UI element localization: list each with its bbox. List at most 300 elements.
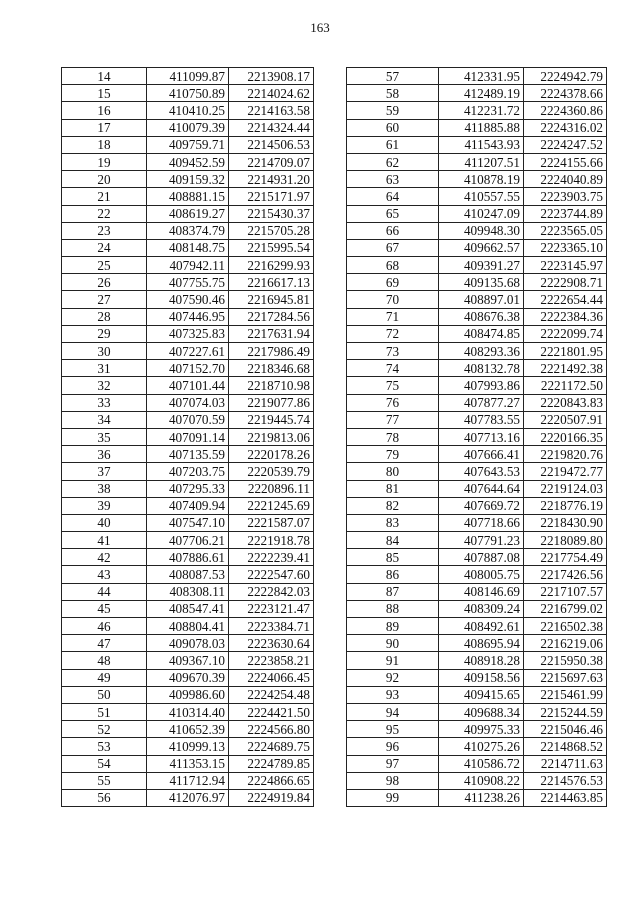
point-number-cell: 72 xyxy=(347,325,439,342)
x-coordinate-cell: 409078.03 xyxy=(147,635,229,652)
point-number-cell: 69 xyxy=(347,274,439,291)
point-number-cell: 36 xyxy=(62,446,147,463)
point-number-cell: 90 xyxy=(347,635,439,652)
y-coordinate-cell: 2217754.49 xyxy=(524,549,607,566)
y-coordinate-cell: 2220166.35 xyxy=(524,428,607,445)
x-coordinate-cell: 408293.36 xyxy=(439,343,524,360)
point-number-cell: 27 xyxy=(62,291,147,308)
table-row xyxy=(62,532,314,549)
y-coordinate-cell: 2224789.85 xyxy=(229,755,314,772)
x-coordinate-cell: 408695.94 xyxy=(439,635,524,652)
y-coordinate-cell: 2220178.26 xyxy=(229,446,314,463)
y-coordinate-cell: 2214324.44 xyxy=(229,119,314,136)
table-row xyxy=(347,583,607,600)
table-row xyxy=(347,738,607,755)
y-coordinate-cell: 2215995.54 xyxy=(229,239,314,256)
table-row xyxy=(62,205,314,222)
y-coordinate-cell: 2222384.36 xyxy=(524,308,607,325)
point-number-cell: 43 xyxy=(62,566,147,583)
point-number-cell: 95 xyxy=(347,721,439,738)
x-coordinate-cell: 409688.34 xyxy=(439,703,524,720)
point-number-cell: 38 xyxy=(62,480,147,497)
x-coordinate-cell: 408374.79 xyxy=(147,222,229,239)
x-coordinate-cell: 411712.94 xyxy=(147,772,229,789)
y-coordinate-cell: 2221801.95 xyxy=(524,343,607,360)
point-number-cell: 30 xyxy=(62,343,147,360)
y-coordinate-cell: 2220843.83 xyxy=(524,394,607,411)
point-number-cell: 15 xyxy=(62,85,147,102)
point-number-cell: 35 xyxy=(62,428,147,445)
table-row xyxy=(62,480,314,497)
y-coordinate-cell: 2216502.38 xyxy=(524,618,607,635)
point-number-cell: 67 xyxy=(347,239,439,256)
x-coordinate-cell: 412231.72 xyxy=(439,102,524,119)
x-coordinate-cell: 410999.13 xyxy=(147,738,229,755)
y-coordinate-cell: 2224919.84 xyxy=(229,789,314,806)
point-number-cell: 49 xyxy=(62,669,147,686)
y-coordinate-cell: 2224421.50 xyxy=(229,703,314,720)
x-coordinate-cell: 409367.10 xyxy=(147,652,229,669)
table-row xyxy=(347,686,607,703)
x-coordinate-cell: 407993.86 xyxy=(439,377,524,394)
point-number-cell: 31 xyxy=(62,360,147,377)
table-row xyxy=(62,497,314,514)
point-number-cell: 89 xyxy=(347,618,439,635)
y-coordinate-cell: 2215046.46 xyxy=(524,721,607,738)
x-coordinate-cell: 409975.33 xyxy=(439,721,524,738)
y-coordinate-cell: 2223384.71 xyxy=(229,618,314,635)
y-coordinate-cell: 2224066.45 xyxy=(229,669,314,686)
x-coordinate-cell: 411543.93 xyxy=(439,136,524,153)
y-coordinate-cell: 2222908.71 xyxy=(524,274,607,291)
table-row xyxy=(347,136,607,153)
x-coordinate-cell: 407791.23 xyxy=(439,532,524,549)
point-number-cell: 53 xyxy=(62,738,147,755)
table-row xyxy=(62,68,314,85)
point-number-cell: 37 xyxy=(62,463,147,480)
point-number-cell: 59 xyxy=(347,102,439,119)
table-row xyxy=(62,171,314,188)
table-row xyxy=(347,549,607,566)
y-coordinate-cell: 2218346.68 xyxy=(229,360,314,377)
table-row xyxy=(62,291,314,308)
x-coordinate-cell: 408547.41 xyxy=(147,600,229,617)
y-coordinate-cell: 2216945.81 xyxy=(229,291,314,308)
y-coordinate-cell: 2218089.80 xyxy=(524,532,607,549)
y-coordinate-cell: 2219124.03 xyxy=(524,480,607,497)
y-coordinate-cell: 2214868.52 xyxy=(524,738,607,755)
y-coordinate-cell: 2224360.86 xyxy=(524,102,607,119)
point-number-cell: 99 xyxy=(347,789,439,806)
table-row xyxy=(347,239,607,256)
table-row xyxy=(62,360,314,377)
point-number-cell: 29 xyxy=(62,325,147,342)
y-coordinate-cell: 2224247.52 xyxy=(524,136,607,153)
table-row xyxy=(62,755,314,772)
x-coordinate-cell: 407070.59 xyxy=(147,411,229,428)
point-number-cell: 34 xyxy=(62,411,147,428)
x-coordinate-cell: 408148.75 xyxy=(147,239,229,256)
y-coordinate-cell: 2224316.02 xyxy=(524,119,607,136)
x-coordinate-cell: 411885.88 xyxy=(439,119,524,136)
x-coordinate-cell: 409948.30 xyxy=(439,222,524,239)
x-coordinate-cell: 407446.95 xyxy=(147,308,229,325)
x-coordinate-cell: 407666.41 xyxy=(439,446,524,463)
x-coordinate-cell: 411353.15 xyxy=(147,755,229,772)
point-number-cell: 52 xyxy=(62,721,147,738)
y-coordinate-cell: 2220507.91 xyxy=(524,411,607,428)
x-coordinate-cell: 410878.19 xyxy=(439,171,524,188)
y-coordinate-cell: 2214576.53 xyxy=(524,772,607,789)
point-number-cell: 21 xyxy=(62,188,147,205)
table-row xyxy=(62,600,314,617)
x-coordinate-cell: 407783.55 xyxy=(439,411,524,428)
point-number-cell: 73 xyxy=(347,343,439,360)
point-number-cell: 82 xyxy=(347,497,439,514)
y-coordinate-cell: 2214931.20 xyxy=(229,171,314,188)
y-coordinate-cell: 2224254.48 xyxy=(229,686,314,703)
x-coordinate-cell: 407295.33 xyxy=(147,480,229,497)
x-coordinate-cell: 407074.03 xyxy=(147,394,229,411)
table-row xyxy=(347,635,607,652)
coordinates-table-right xyxy=(346,67,607,807)
table-row xyxy=(62,119,314,136)
x-coordinate-cell: 407713.16 xyxy=(439,428,524,445)
point-number-cell: 76 xyxy=(347,394,439,411)
y-coordinate-cell: 2214024.62 xyxy=(229,85,314,102)
y-coordinate-cell: 2222842.03 xyxy=(229,583,314,600)
y-coordinate-cell: 2223744.89 xyxy=(524,205,607,222)
point-number-cell: 19 xyxy=(62,153,147,170)
y-coordinate-cell: 2219820.76 xyxy=(524,446,607,463)
point-number-cell: 51 xyxy=(62,703,147,720)
table-row xyxy=(62,239,314,256)
point-number-cell: 25 xyxy=(62,257,147,274)
x-coordinate-cell: 410652.39 xyxy=(147,721,229,738)
x-coordinate-cell: 407101.44 xyxy=(147,377,229,394)
table-row xyxy=(347,772,607,789)
point-number-cell: 32 xyxy=(62,377,147,394)
point-number-cell: 83 xyxy=(347,514,439,531)
point-number-cell: 79 xyxy=(347,446,439,463)
x-coordinate-cell: 409159.32 xyxy=(147,171,229,188)
table-row xyxy=(347,721,607,738)
table-row xyxy=(347,394,607,411)
y-coordinate-cell: 2216799.02 xyxy=(524,600,607,617)
x-coordinate-cell: 407942.11 xyxy=(147,257,229,274)
point-number-cell: 77 xyxy=(347,411,439,428)
y-coordinate-cell: 2215461.99 xyxy=(524,686,607,703)
x-coordinate-cell: 411207.51 xyxy=(439,153,524,170)
x-coordinate-cell: 410586.72 xyxy=(439,755,524,772)
point-number-cell: 60 xyxy=(347,119,439,136)
y-coordinate-cell: 2221492.38 xyxy=(524,360,607,377)
table-row xyxy=(347,514,607,531)
point-number-cell: 75 xyxy=(347,377,439,394)
table-row xyxy=(347,188,607,205)
table-row xyxy=(62,738,314,755)
table-row xyxy=(62,514,314,531)
point-number-cell: 84 xyxy=(347,532,439,549)
table-row xyxy=(62,669,314,686)
x-coordinate-cell: 407091.14 xyxy=(147,428,229,445)
y-coordinate-cell: 2221172.50 xyxy=(524,377,607,394)
y-coordinate-cell: 2224942.79 xyxy=(524,68,607,85)
x-coordinate-cell: 408474.85 xyxy=(439,325,524,342)
x-coordinate-cell: 408881.15 xyxy=(147,188,229,205)
y-coordinate-cell: 2223565.05 xyxy=(524,222,607,239)
x-coordinate-cell: 407706.21 xyxy=(147,532,229,549)
x-coordinate-cell: 410557.55 xyxy=(439,188,524,205)
x-coordinate-cell: 410314.40 xyxy=(147,703,229,720)
x-coordinate-cell: 407152.70 xyxy=(147,360,229,377)
x-coordinate-cell: 409415.65 xyxy=(439,686,524,703)
y-coordinate-cell: 2213908.17 xyxy=(229,68,314,85)
y-coordinate-cell: 2215950.38 xyxy=(524,652,607,669)
point-number-cell: 78 xyxy=(347,428,439,445)
x-coordinate-cell: 409135.68 xyxy=(439,274,524,291)
x-coordinate-cell: 407227.61 xyxy=(147,343,229,360)
table-row xyxy=(347,325,607,342)
table-row xyxy=(347,274,607,291)
table-row xyxy=(62,136,314,153)
y-coordinate-cell: 2223145.97 xyxy=(524,257,607,274)
point-number-cell: 98 xyxy=(347,772,439,789)
table-row xyxy=(62,411,314,428)
y-coordinate-cell: 2216617.13 xyxy=(229,274,314,291)
point-number-cell: 81 xyxy=(347,480,439,497)
table-row xyxy=(62,257,314,274)
table-row xyxy=(347,480,607,497)
point-number-cell: 61 xyxy=(347,136,439,153)
point-number-cell: 18 xyxy=(62,136,147,153)
point-number-cell: 87 xyxy=(347,583,439,600)
point-number-cell: 42 xyxy=(62,549,147,566)
x-coordinate-cell: 408619.27 xyxy=(147,205,229,222)
y-coordinate-cell: 2217986.49 xyxy=(229,343,314,360)
point-number-cell: 70 xyxy=(347,291,439,308)
point-number-cell: 26 xyxy=(62,274,147,291)
x-coordinate-cell: 410275.26 xyxy=(439,738,524,755)
x-coordinate-cell: 407669.72 xyxy=(439,497,524,514)
point-number-cell: 65 xyxy=(347,205,439,222)
x-coordinate-cell: 407409.94 xyxy=(147,497,229,514)
table-row xyxy=(347,119,607,136)
x-coordinate-cell: 412076.97 xyxy=(147,789,229,806)
y-coordinate-cell: 2217107.57 xyxy=(524,583,607,600)
y-coordinate-cell: 2224866.65 xyxy=(229,772,314,789)
x-coordinate-cell: 409662.57 xyxy=(439,239,524,256)
table-row xyxy=(347,308,607,325)
table-row xyxy=(347,377,607,394)
point-number-cell: 91 xyxy=(347,652,439,669)
point-number-cell: 64 xyxy=(347,188,439,205)
coordinates-table-left xyxy=(61,67,314,807)
table-row xyxy=(62,308,314,325)
table-row xyxy=(347,463,607,480)
point-number-cell: 41 xyxy=(62,532,147,549)
table-row xyxy=(62,635,314,652)
point-number-cell: 22 xyxy=(62,205,147,222)
y-coordinate-cell: 2214711.63 xyxy=(524,755,607,772)
x-coordinate-cell: 409670.39 xyxy=(147,669,229,686)
x-coordinate-cell: 407887.08 xyxy=(439,549,524,566)
point-number-cell: 14 xyxy=(62,68,147,85)
y-coordinate-cell: 2221918.78 xyxy=(229,532,314,549)
point-number-cell: 93 xyxy=(347,686,439,703)
point-number-cell: 45 xyxy=(62,600,147,617)
y-coordinate-cell: 2214463.85 xyxy=(524,789,607,806)
x-coordinate-cell: 412489.19 xyxy=(439,85,524,102)
y-coordinate-cell: 2218776.19 xyxy=(524,497,607,514)
point-number-cell: 74 xyxy=(347,360,439,377)
y-coordinate-cell: 2219445.74 xyxy=(229,411,314,428)
y-coordinate-cell: 2222099.74 xyxy=(524,325,607,342)
point-number-cell: 97 xyxy=(347,755,439,772)
table-row xyxy=(62,188,314,205)
x-coordinate-cell: 408308.11 xyxy=(147,583,229,600)
y-coordinate-cell: 2214163.58 xyxy=(229,102,314,119)
table-row xyxy=(62,686,314,703)
table-row xyxy=(347,789,607,806)
x-coordinate-cell: 409759.71 xyxy=(147,136,229,153)
table-row xyxy=(347,205,607,222)
table-row xyxy=(62,394,314,411)
point-number-cell: 58 xyxy=(347,85,439,102)
table-row xyxy=(62,772,314,789)
table-row xyxy=(347,428,607,445)
page-number: 163 xyxy=(310,20,330,35)
table-row xyxy=(62,102,314,119)
y-coordinate-cell: 2215171.97 xyxy=(229,188,314,205)
table-row xyxy=(62,325,314,342)
y-coordinate-cell: 2214506.53 xyxy=(229,136,314,153)
y-coordinate-cell: 2223903.75 xyxy=(524,188,607,205)
table-row xyxy=(347,360,607,377)
x-coordinate-cell: 409986.60 xyxy=(147,686,229,703)
x-coordinate-cell: 412331.95 xyxy=(439,68,524,85)
point-number-cell: 47 xyxy=(62,635,147,652)
y-coordinate-cell: 2215430.37 xyxy=(229,205,314,222)
table-row xyxy=(62,583,314,600)
table-row xyxy=(62,222,314,239)
point-number-cell: 86 xyxy=(347,566,439,583)
y-coordinate-cell: 2215697.63 xyxy=(524,669,607,686)
x-coordinate-cell: 408918.28 xyxy=(439,652,524,669)
y-coordinate-cell: 2219077.86 xyxy=(229,394,314,411)
point-number-cell: 40 xyxy=(62,514,147,531)
y-coordinate-cell: 2221587.07 xyxy=(229,514,314,531)
point-number-cell: 39 xyxy=(62,497,147,514)
y-coordinate-cell: 2218430.90 xyxy=(524,514,607,531)
table-row xyxy=(62,377,314,394)
y-coordinate-cell: 2224378.66 xyxy=(524,85,607,102)
point-number-cell: 56 xyxy=(62,789,147,806)
table-row xyxy=(62,703,314,720)
point-number-cell: 24 xyxy=(62,239,147,256)
x-coordinate-cell: 407547.10 xyxy=(147,514,229,531)
y-coordinate-cell: 2220896.11 xyxy=(229,480,314,497)
point-number-cell: 62 xyxy=(347,153,439,170)
point-number-cell: 54 xyxy=(62,755,147,772)
x-coordinate-cell: 407718.66 xyxy=(439,514,524,531)
x-coordinate-cell: 410908.22 xyxy=(439,772,524,789)
x-coordinate-cell: 407643.53 xyxy=(439,463,524,480)
table-row xyxy=(62,428,314,445)
point-number-cell: 20 xyxy=(62,171,147,188)
x-coordinate-cell: 407135.59 xyxy=(147,446,229,463)
table-row xyxy=(62,85,314,102)
y-coordinate-cell: 2224040.89 xyxy=(524,171,607,188)
y-coordinate-cell: 2215244.59 xyxy=(524,703,607,720)
x-coordinate-cell: 407590.46 xyxy=(147,291,229,308)
y-coordinate-cell: 2221245.69 xyxy=(229,497,314,514)
point-number-cell: 94 xyxy=(347,703,439,720)
table-row xyxy=(347,171,607,188)
point-number-cell: 80 xyxy=(347,463,439,480)
x-coordinate-cell: 407325.83 xyxy=(147,325,229,342)
x-coordinate-cell: 408146.69 xyxy=(439,583,524,600)
point-number-cell: 66 xyxy=(347,222,439,239)
x-coordinate-cell: 408676.38 xyxy=(439,308,524,325)
table-row xyxy=(347,411,607,428)
x-coordinate-cell: 407203.75 xyxy=(147,463,229,480)
table-row xyxy=(347,257,607,274)
point-number-cell: 63 xyxy=(347,171,439,188)
y-coordinate-cell: 2219813.06 xyxy=(229,428,314,445)
table-row xyxy=(347,85,607,102)
x-coordinate-cell: 410079.39 xyxy=(147,119,229,136)
table-row xyxy=(347,291,607,308)
y-coordinate-cell: 2223365.10 xyxy=(524,239,607,256)
y-coordinate-cell: 2214709.07 xyxy=(229,153,314,170)
y-coordinate-cell: 2224566.80 xyxy=(229,721,314,738)
x-coordinate-cell: 409452.59 xyxy=(147,153,229,170)
table-row xyxy=(347,652,607,669)
y-coordinate-cell: 2222239.41 xyxy=(229,549,314,566)
table-row xyxy=(62,566,314,583)
x-coordinate-cell: 408309.24 xyxy=(439,600,524,617)
y-coordinate-cell: 2216219.06 xyxy=(524,635,607,652)
table-row xyxy=(347,566,607,583)
table-row xyxy=(62,618,314,635)
table-row xyxy=(347,343,607,360)
x-coordinate-cell: 411238.26 xyxy=(439,789,524,806)
table-row xyxy=(347,532,607,549)
table-row xyxy=(347,497,607,514)
point-number-cell: 46 xyxy=(62,618,147,635)
y-coordinate-cell: 2222547.60 xyxy=(229,566,314,583)
point-number-cell: 71 xyxy=(347,308,439,325)
point-number-cell: 88 xyxy=(347,600,439,617)
x-coordinate-cell: 408492.61 xyxy=(439,618,524,635)
x-coordinate-cell: 410750.89 xyxy=(147,85,229,102)
point-number-cell: 68 xyxy=(347,257,439,274)
y-coordinate-cell: 2215705.28 xyxy=(229,222,314,239)
table-row xyxy=(347,153,607,170)
table-row xyxy=(347,68,607,85)
table-row xyxy=(347,669,607,686)
table-row xyxy=(62,721,314,738)
y-coordinate-cell: 2217631.94 xyxy=(229,325,314,342)
y-coordinate-cell: 2223858.21 xyxy=(229,652,314,669)
x-coordinate-cell: 411099.87 xyxy=(147,68,229,85)
table-row xyxy=(62,153,314,170)
x-coordinate-cell: 409158.56 xyxy=(439,669,524,686)
x-coordinate-cell: 408005.75 xyxy=(439,566,524,583)
y-coordinate-cell: 2218710.98 xyxy=(229,377,314,394)
table-row xyxy=(347,618,607,635)
